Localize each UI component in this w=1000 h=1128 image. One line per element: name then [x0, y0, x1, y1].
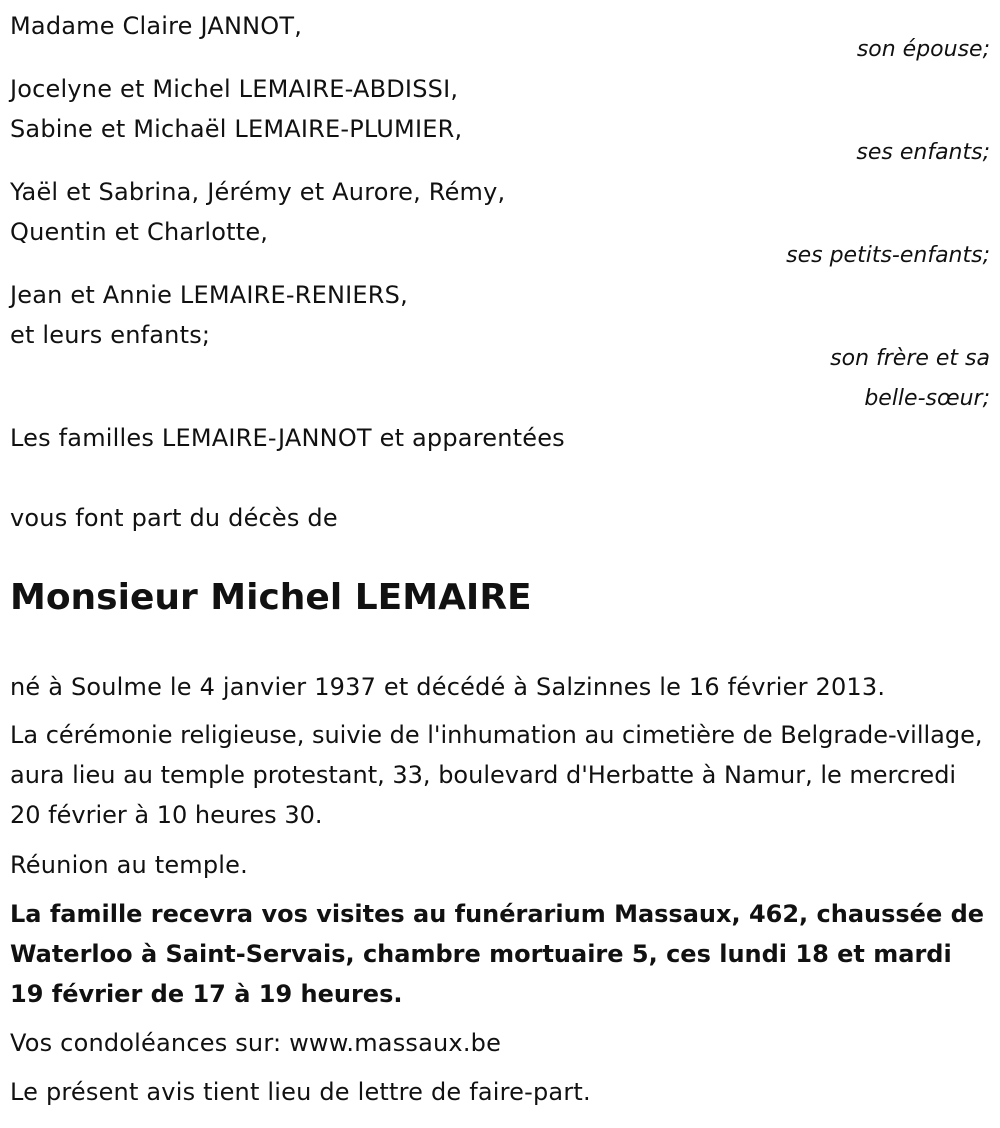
extended-families: Les familles LEMAIRE-JANNOT et apparentées	[10, 424, 565, 452]
children-role: ses enfants;	[856, 140, 990, 165]
notice-info: Le présent avis tient lieu de lettre de faire-part.	[10, 1078, 591, 1106]
sibling-role-line-1: son frère et sa	[830, 346, 990, 371]
visits-info: La famille recevra vos visites au funérarium Massaux, 462, chaussée de Waterloo à Saint-Servais, chambre mortuaire 5, ces lundi 18 et mardi 19 février de 17 à 19 heures.	[10, 900, 985, 1008]
spouse-name: Madame Claire JANNOT,	[10, 12, 303, 40]
spouse-role: son épouse;	[856, 37, 990, 62]
child-name-1: Jocelyne et Michel LEMAIRE-ABDISSI,	[10, 75, 459, 103]
announcement-text: vous font part du décès de	[10, 504, 338, 532]
deceased-name: Monsieur Michel LEMAIRE	[10, 577, 532, 618]
sibling-name-1: Jean et Annie LEMAIRE-RENIERS,	[10, 281, 408, 309]
grandchild-name-2: Quentin et Charlotte,	[10, 218, 269, 246]
ceremony-info: La cérémonie religieuse, suivie de l'inhumation au cimetière de Belgrade-village, aura lieu au temple protestant, 33, boulevard d'Herbatte à Namur, le mercredi 20 février à 10 heures 30.	[10, 721, 983, 829]
grandchild-name-1: Yaël et Sabrina, Jérémy et Aurore, Rémy,	[10, 178, 506, 206]
condolences-info: Vos condoléances sur: www.massaux.be	[10, 1029, 502, 1057]
sibling-name-2: et leurs enfants;	[10, 321, 211, 349]
sibling-role-line-2: belle-sœur;	[864, 386, 990, 411]
birth-death-info: né à Soulme le 4 janvier 1937 et décédé à Salzinnes le 16 février 2013.	[10, 673, 886, 701]
meeting-info: Réunion au temple.	[10, 851, 248, 879]
child-name-2: Sabine et Michaël LEMAIRE-PLUMIER,	[10, 115, 463, 143]
grandchildren-role: ses petits-enfants;	[786, 243, 990, 268]
